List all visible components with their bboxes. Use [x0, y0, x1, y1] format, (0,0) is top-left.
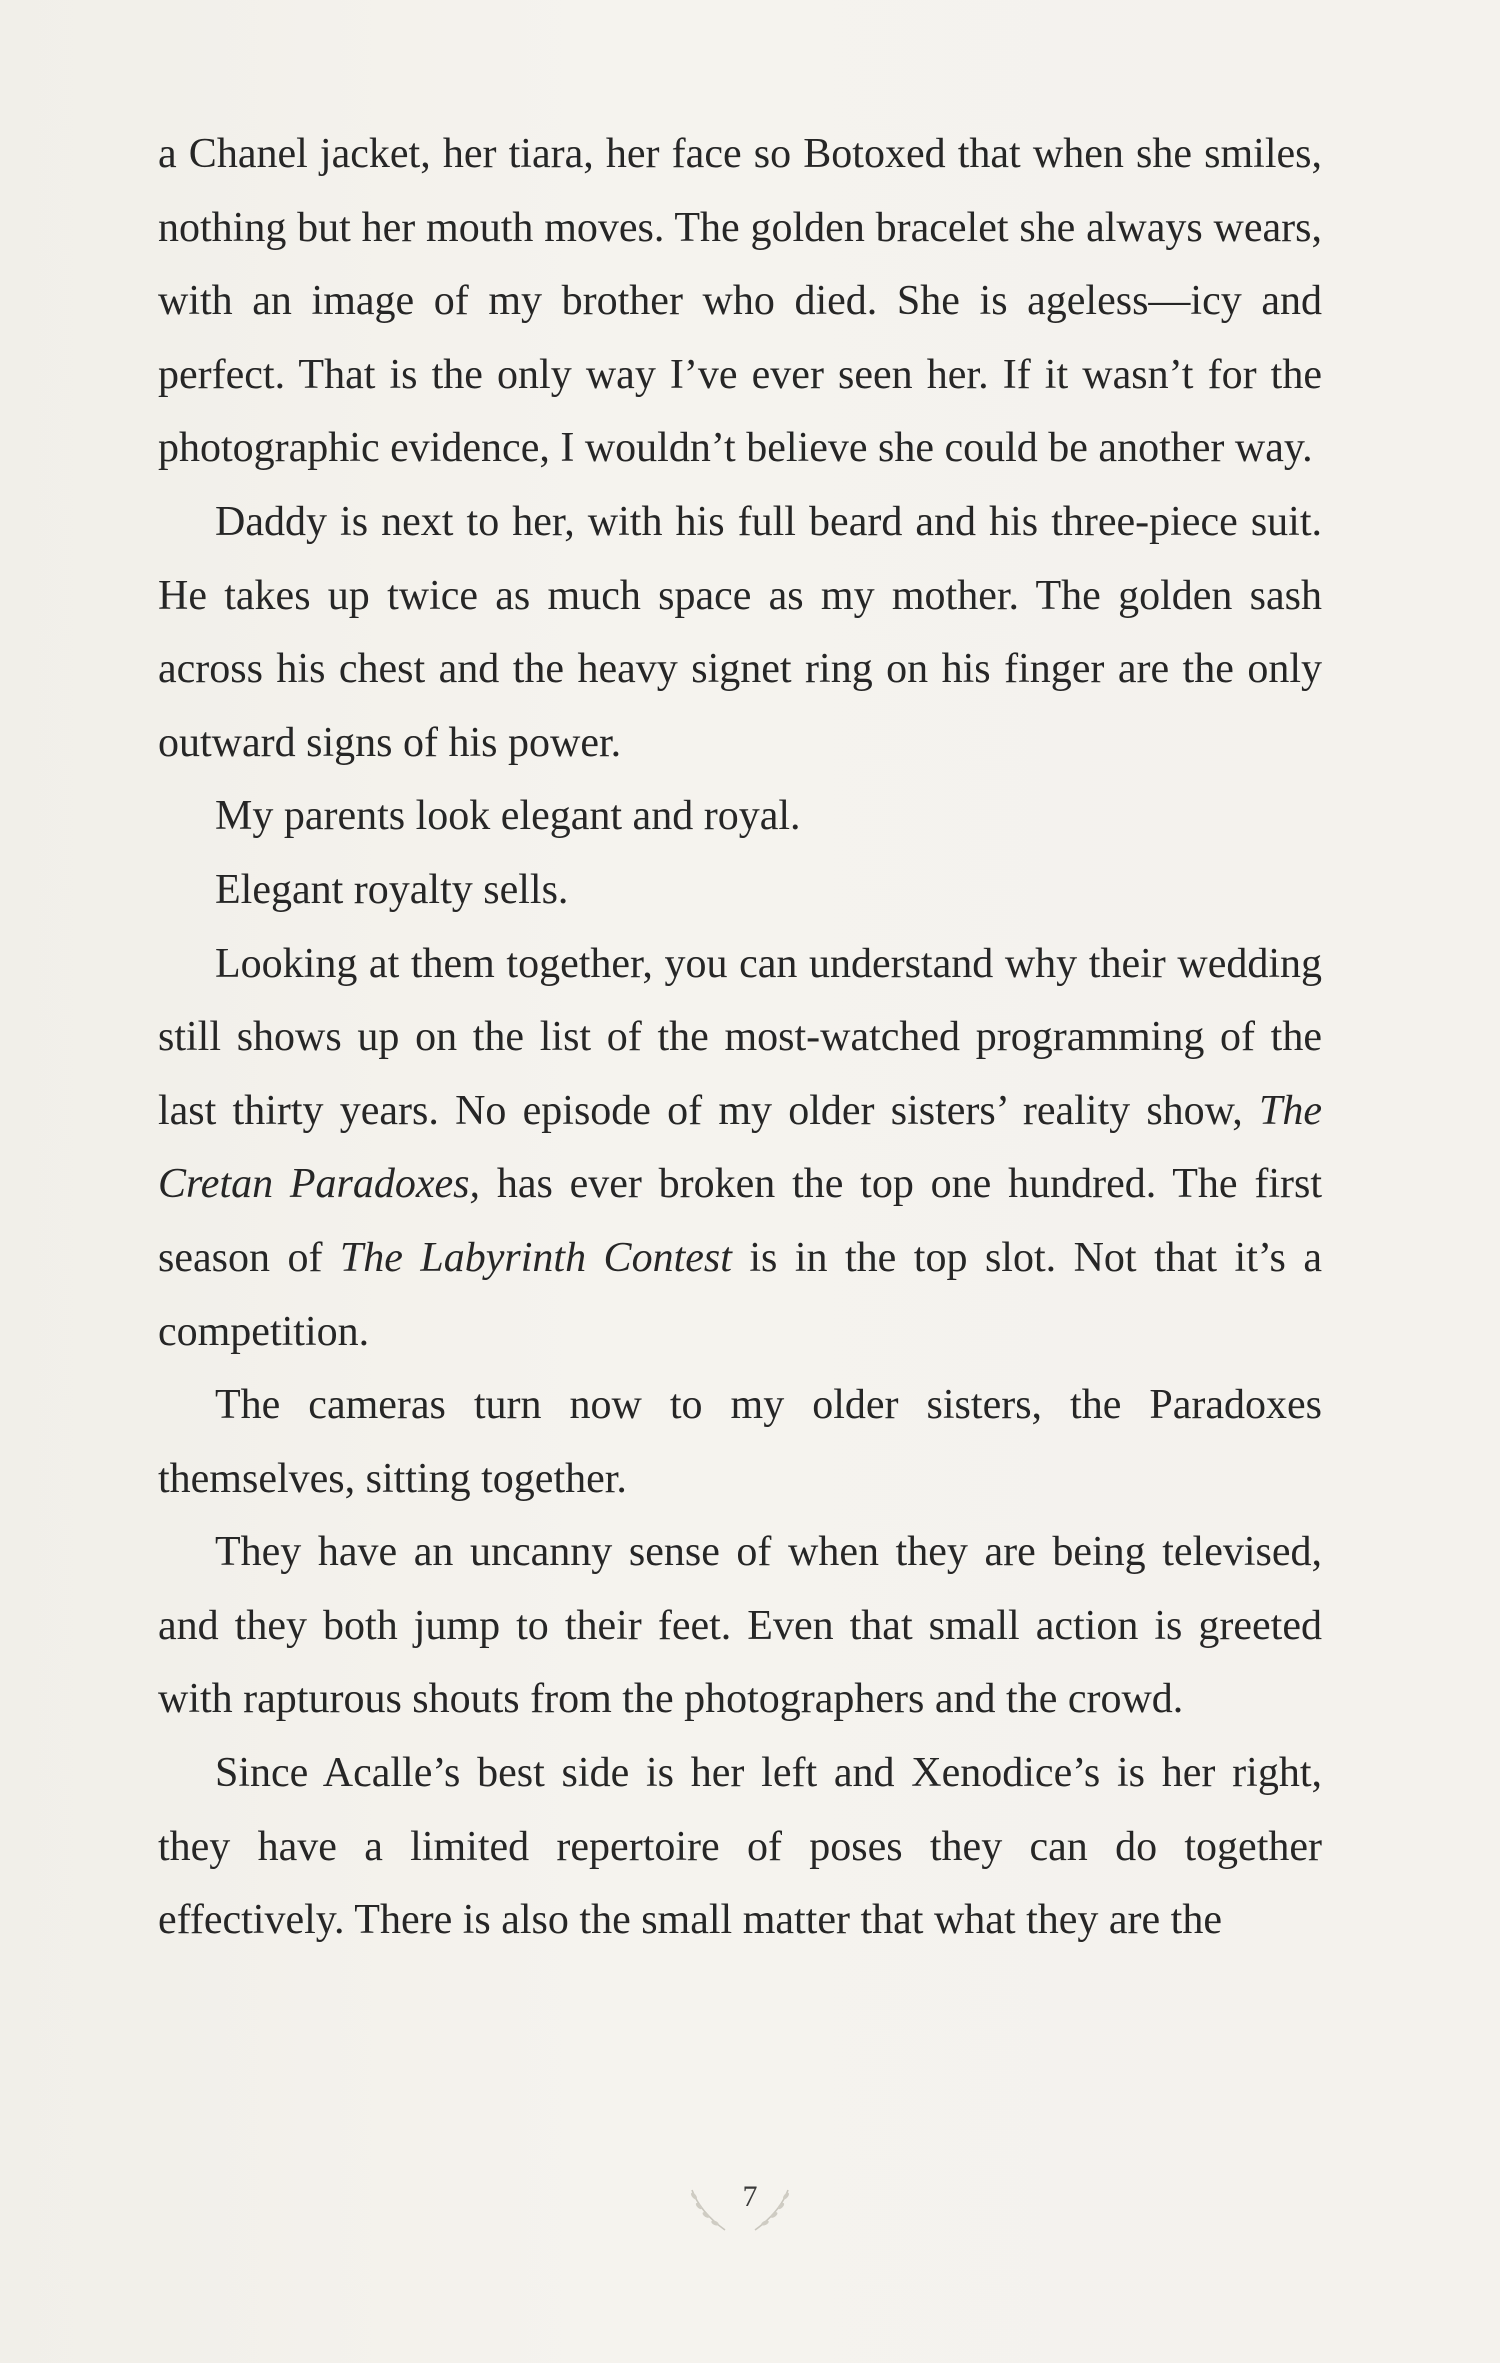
text-run: Looking at them together, you can understand why their wedding still shows up on the list of the most-watched programming of the last thirty years. No episode of my older sisters’ reality show, — [158, 940, 1322, 1134]
body-text — [158, 118, 1322, 1958]
paragraph — [158, 486, 1322, 780]
page-number: 7 — [742, 2180, 758, 2213]
text-run: a Chanel jacket, her tiara, her face so Botoxed that when she smiles, nothing but her mouth moves. The golden bracelet she always wears, with an image of my brother who died. She is ageless—icy and perfect. That is the only way I’ve ever seen her. If it wasn’t for the photographic evidence, I wouldn’t believe she could be another way. — [158, 131, 1322, 472]
text-run: The cameras turn now to my older sisters, the Paradoxes themselves, sitting together. — [158, 1382, 1322, 1502]
italic-title: The Labyrinth Contest — [339, 1234, 732, 1281]
text-run: Daddy is next to her, with his full beard and his three-piece suit. He takes up twice as much space as my mother. The golden sash across his chest and the heavy signet ring on his finger are the only outward signs of his power. — [158, 498, 1322, 766]
text-run: has ever broken the top one hundred. The first season of — [158, 1161, 1322, 1281]
text-run: Elegant royalty sells. — [215, 866, 569, 913]
paragraph — [158, 1369, 1322, 1516]
paragraph — [158, 118, 1322, 486]
text-run: is in the top slot. Not that it’s a competition. — [158, 1234, 1322, 1355]
paragraph — [158, 928, 1322, 1370]
paragraph — [158, 854, 1322, 928]
text-run: They have an uncanny sense of when they are being televised, and they both jump to their feet. Even that small action is greeted with rapturous shouts from the photographers and the crowd. — [158, 1529, 1322, 1723]
text-run: Since Acalle’s best side is her left and Xenodice’s is her right, they have a limited repertoire of poses they can do together effectively. There is also the small matter that what they are the — [158, 1750, 1322, 1944]
paragraph — [158, 1737, 1322, 1958]
paragraph — [158, 1516, 1322, 1737]
text-run: My parents look elegant and royal. — [215, 793, 801, 840]
paragraph — [158, 780, 1322, 854]
italic-title: The Cretan Paradoxes, — [158, 1087, 1322, 1208]
